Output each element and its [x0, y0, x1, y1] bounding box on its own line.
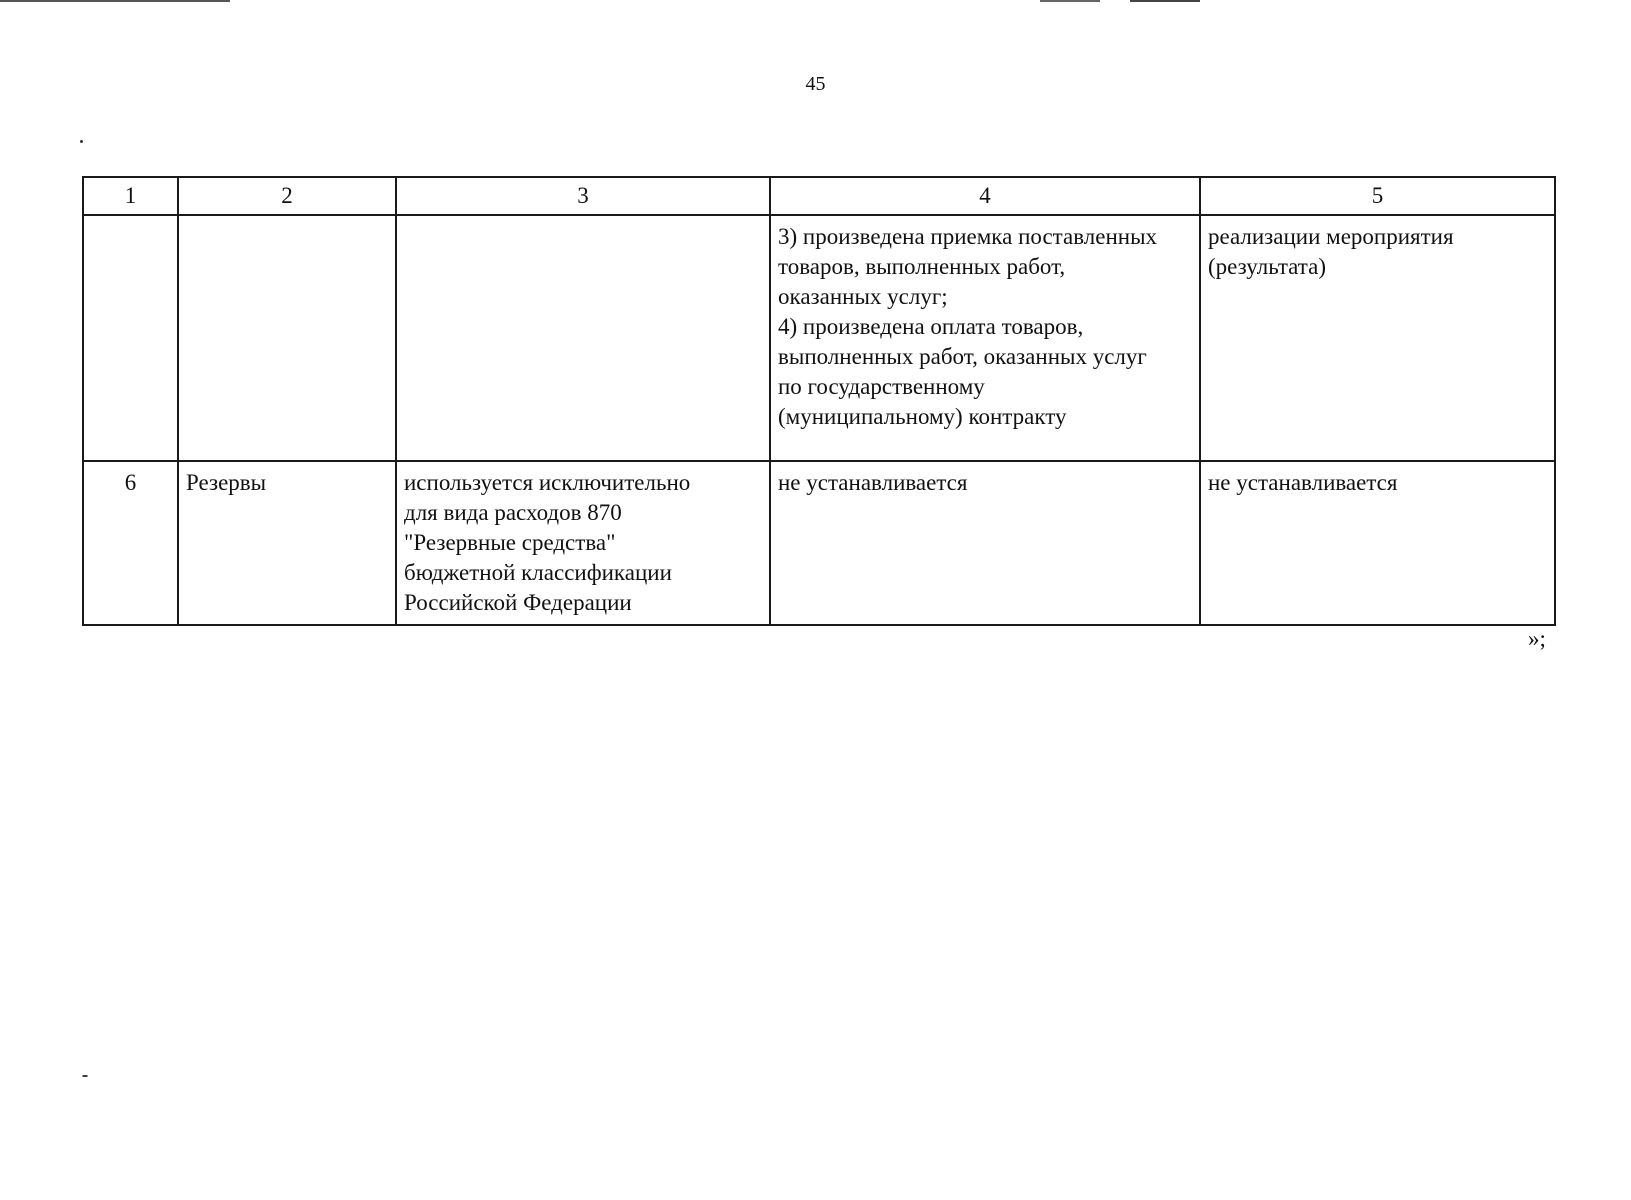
table-header-row — [83, 177, 1555, 215]
scan-edge-line — [0, 0, 1631, 2]
table-cell: 6 — [83, 461, 178, 625]
table-cell: не устанавливается — [770, 461, 1200, 625]
table-cell — [178, 215, 396, 461]
table-cell — [396, 215, 770, 461]
column-header: 5 — [1200, 177, 1555, 215]
column-header: 4 — [770, 177, 1200, 215]
page-number: 45 — [805, 73, 826, 95]
table-row — [83, 215, 1555, 461]
scan-speck — [80, 140, 83, 143]
table-cell: 3) произведена приемка поставленных товаров, выполненных работ, оказанных услуг; 4) произведена оплата товаров, выполненных работ, оказанных услуг по государственному (муниципальному) контракту — [770, 215, 1200, 461]
table-cell: реализации мероприятия (результата) — [1200, 215, 1555, 461]
document-table — [82, 176, 1556, 626]
column-header: 1 — [83, 177, 178, 215]
table-cell: используется исключительно для вида расходов 870 "Резервные средства" бюджетной классификации Российской Федерации — [396, 461, 770, 625]
closing-quote-mark: »; — [1528, 626, 1546, 651]
table-cell: Резервы — [178, 461, 396, 625]
scan-speck — [82, 1075, 88, 1077]
column-header: 2 — [178, 177, 396, 215]
table-cell: не устанавливается — [1200, 461, 1555, 625]
table-row — [83, 461, 1555, 625]
table-cell — [83, 215, 178, 461]
column-header: 3 — [396, 177, 770, 215]
